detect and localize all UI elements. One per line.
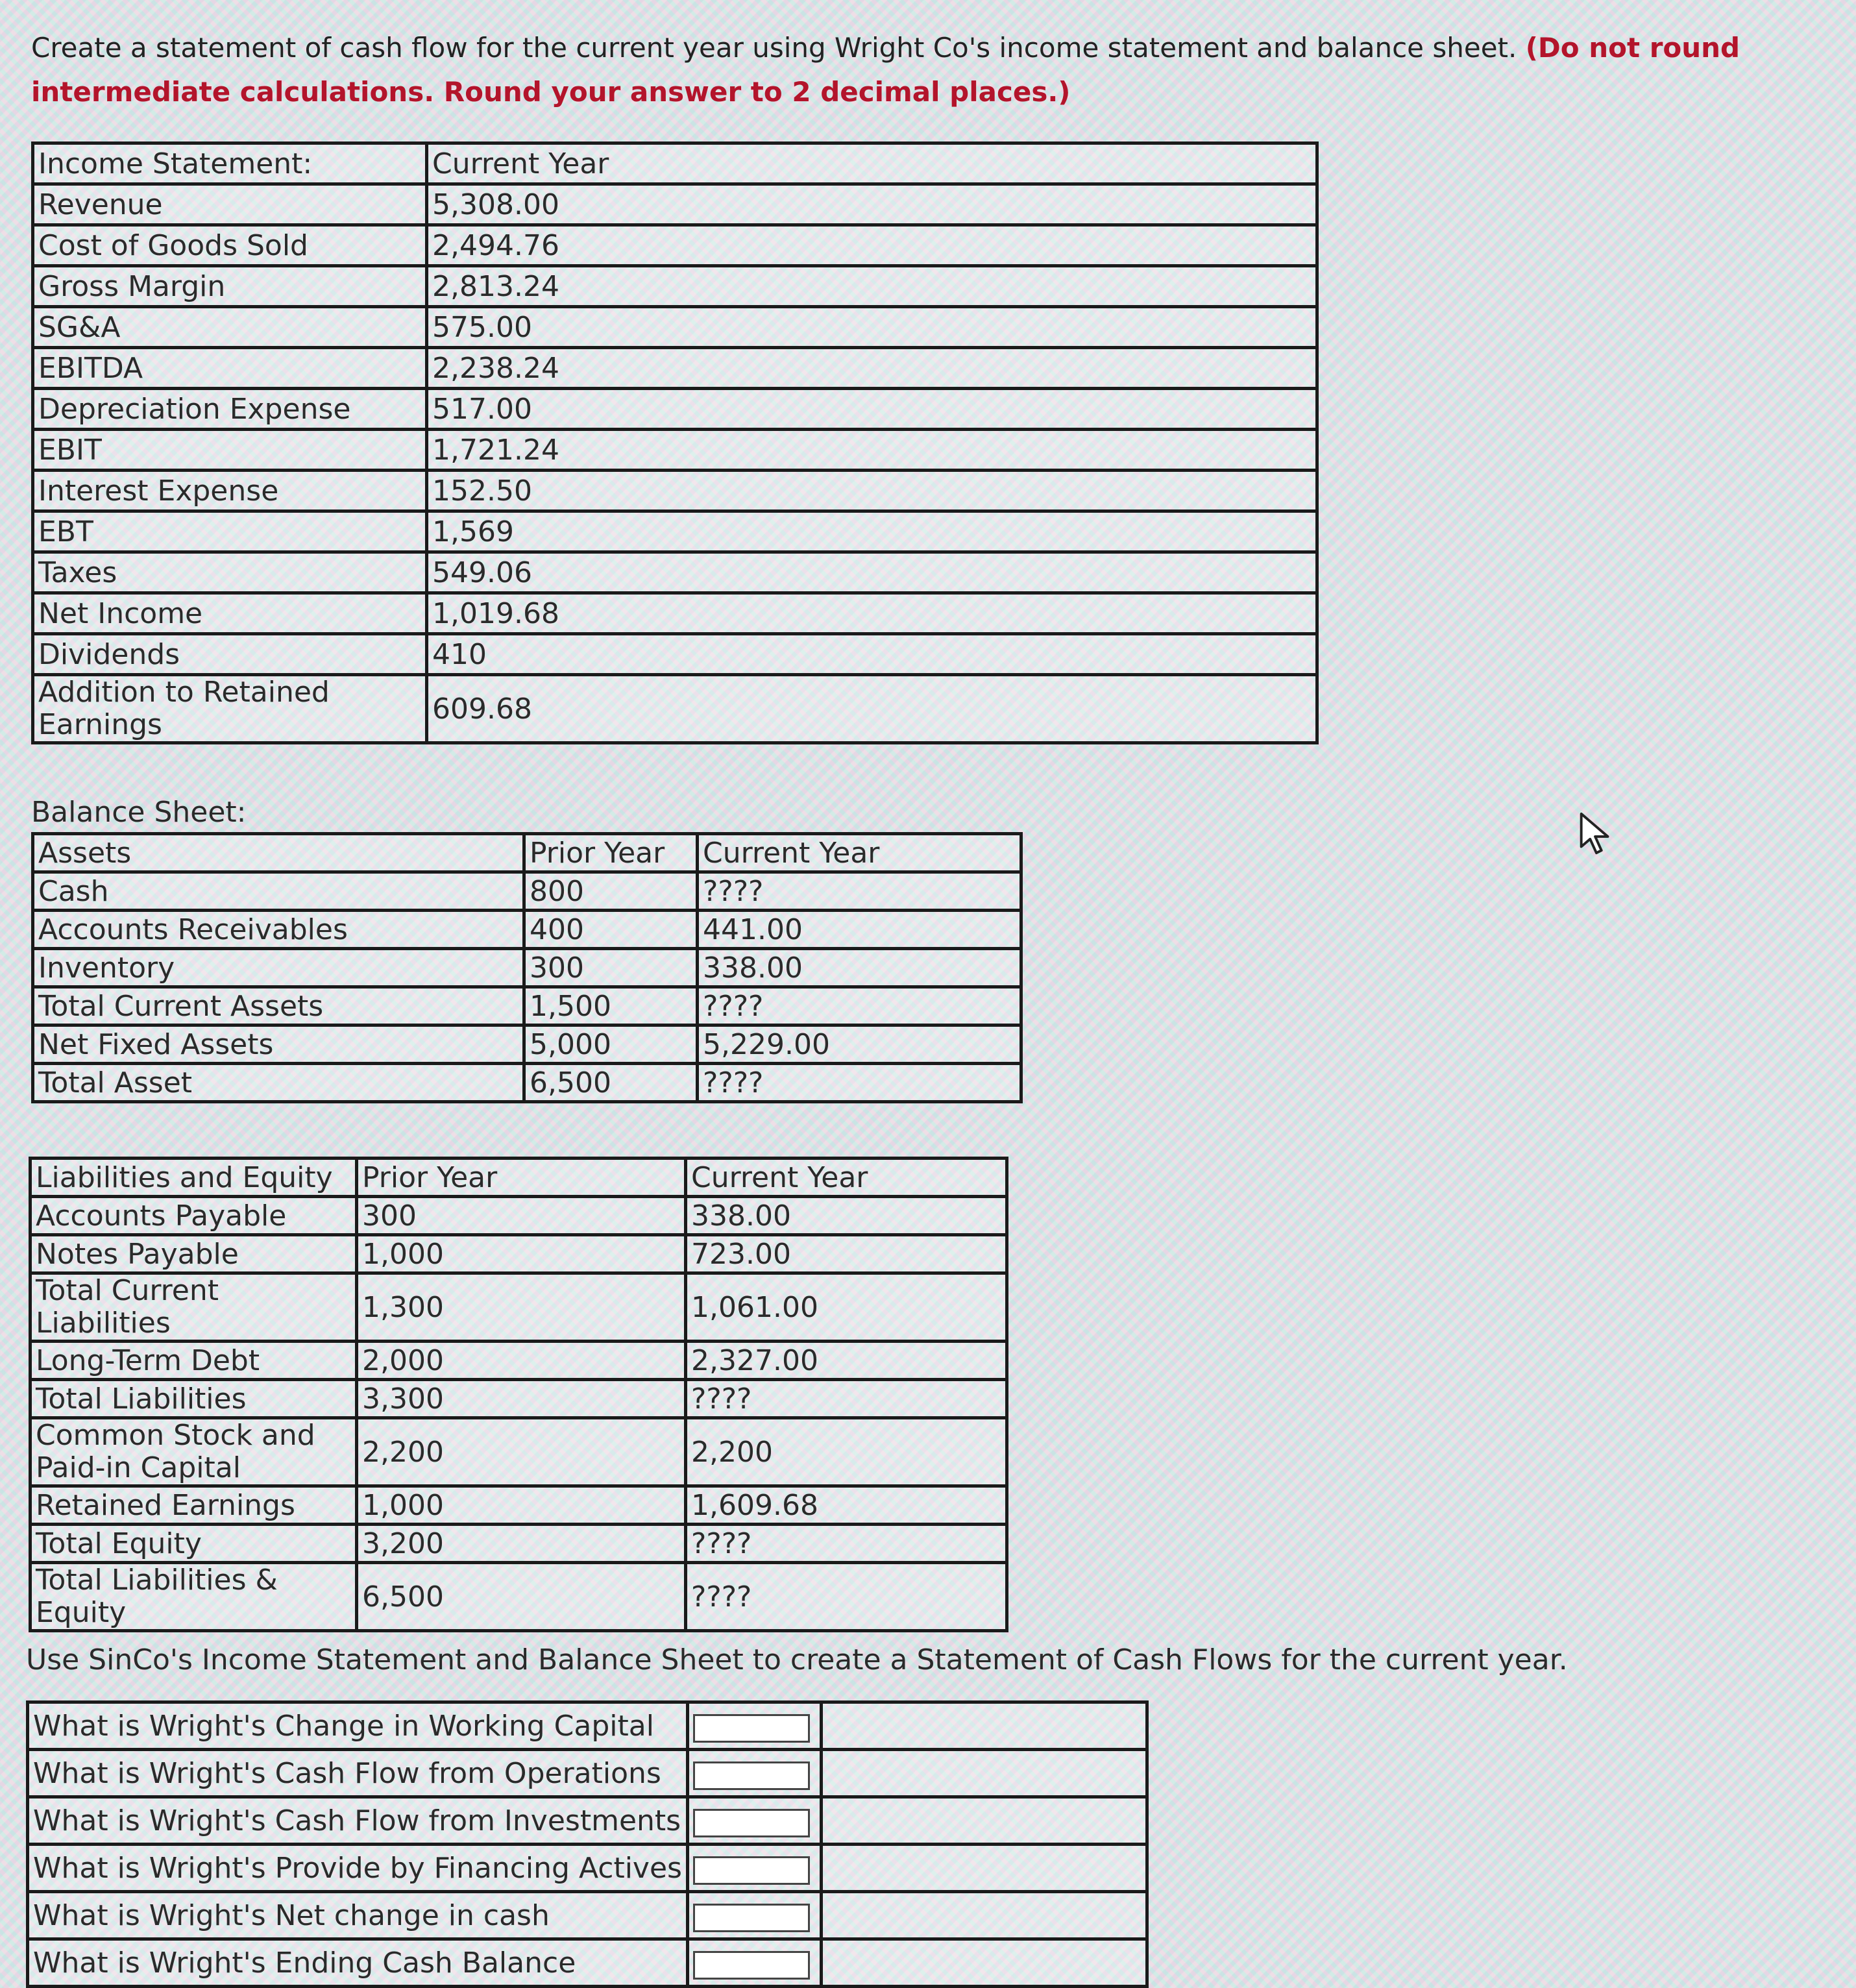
row-value: 400 <box>524 911 698 949</box>
row-label: EBT <box>33 511 427 552</box>
question-label: What is Wright's Net change in cash <box>28 1892 688 1939</box>
row-value: ???? <box>686 1380 1007 1418</box>
row-value: 2,238.24 <box>427 348 1317 389</box>
row-value: 1,300 <box>357 1273 686 1342</box>
row-value: 6,500 <box>524 1064 698 1102</box>
table-row <box>28 1939 1147 1987</box>
liabilities-equity-table <box>29 1157 1008 1632</box>
header-cell: Prior Year <box>357 1159 686 1197</box>
row-label: Retained Earnings <box>31 1486 357 1525</box>
header-cell: Current Year <box>686 1159 1007 1197</box>
table-row <box>33 184 1317 225</box>
row-value: 6,500 <box>357 1563 686 1631</box>
row-value: 800 <box>524 872 698 911</box>
table-row <box>33 266 1317 307</box>
header-cell: Liabilities and Equity <box>31 1159 357 1197</box>
table-row <box>33 552 1317 593</box>
row-label: Inventory <box>33 949 524 987</box>
header-cell: Income Statement: <box>33 143 427 184</box>
table-row <box>33 430 1317 471</box>
balance-sheet-label: Balance Sheet: <box>31 796 247 829</box>
table-row <box>28 1845 1147 1892</box>
row-label: Gross Margin <box>33 266 427 307</box>
answer-cell <box>687 1845 821 1892</box>
row-label: Total Current Liabilities <box>31 1273 357 1342</box>
answer-cell <box>687 1892 821 1939</box>
row-label: Interest Expense <box>33 471 427 511</box>
table-row <box>31 1197 1007 1235</box>
cashflow-questions-table <box>26 1700 1149 1988</box>
instructions <box>31 26 1822 114</box>
table-header-row <box>33 834 1021 872</box>
header-cell: Current Year <box>698 834 1021 872</box>
row-label: EBIT <box>33 430 427 471</box>
row-value: 3,300 <box>357 1380 686 1418</box>
answer-cell <box>687 1750 821 1797</box>
row-label: Accounts Payable <box>31 1197 357 1235</box>
answer-input[interactable] <box>693 1761 810 1790</box>
table-row <box>31 1273 1007 1342</box>
row-value: 517.00 <box>427 389 1317 430</box>
assets-table <box>31 832 1023 1103</box>
empty-cell <box>822 1702 1147 1750</box>
row-value: 5,229.00 <box>698 1025 1021 1064</box>
empty-cell <box>822 1845 1147 1892</box>
row-value: 2,000 <box>357 1342 686 1380</box>
table-row <box>33 675 1317 743</box>
table-row <box>31 1486 1007 1525</box>
row-label: Addition to Retained Earnings <box>33 675 427 743</box>
row-label: Accounts Receivables <box>33 911 524 949</box>
empty-cell <box>822 1939 1147 1987</box>
row-value: 300 <box>357 1197 686 1235</box>
table-row <box>33 225 1317 266</box>
row-value: 5,308.00 <box>427 184 1317 225</box>
row-label: Net Fixed Assets <box>33 1025 524 1064</box>
row-label: Long-Term Debt <box>31 1342 357 1380</box>
table-row <box>31 1525 1007 1563</box>
row-label: Taxes <box>33 552 427 593</box>
table-row <box>33 872 1021 911</box>
header-cell: Prior Year <box>524 834 698 872</box>
row-value: 1,721.24 <box>427 430 1317 471</box>
row-value: 1,000 <box>357 1235 686 1273</box>
table-row <box>28 1797 1147 1845</box>
row-label: Total Liabilities <box>31 1380 357 1418</box>
table-row <box>33 949 1021 987</box>
row-value: 152.50 <box>427 471 1317 511</box>
row-value: 300 <box>524 949 698 987</box>
row-label: Total Equity <box>31 1525 357 1563</box>
table-row <box>28 1892 1147 1939</box>
answer-input[interactable] <box>693 1809 810 1837</box>
row-value: ???? <box>698 987 1021 1025</box>
row-label: Net Income <box>33 593 427 634</box>
table-row <box>33 511 1317 552</box>
question-label: What is Wright's Provide by Financing Actives <box>28 1845 688 1892</box>
row-value: 2,813.24 <box>427 266 1317 307</box>
table-row <box>33 987 1021 1025</box>
row-value: 2,327.00 <box>686 1342 1007 1380</box>
answer-cell <box>687 1797 821 1845</box>
answer-input[interactable] <box>693 1904 810 1932</box>
row-value: 3,200 <box>357 1525 686 1563</box>
answer-input[interactable] <box>693 1951 810 1980</box>
row-value: 1,000 <box>357 1486 686 1525</box>
row-value: 338.00 <box>686 1197 1007 1235</box>
question-label: What is Wright's Ending Cash Balance <box>28 1939 688 1987</box>
row-value: 575.00 <box>427 307 1317 348</box>
table-row <box>31 1380 1007 1418</box>
answer-cell <box>687 1939 821 1987</box>
question-label: What is Wright's Change in Working Capital <box>28 1702 688 1750</box>
row-value: 549.06 <box>427 552 1317 593</box>
table-row <box>33 1064 1021 1102</box>
table-row <box>31 1563 1007 1631</box>
table-row <box>31 1342 1007 1380</box>
row-value: 1,061.00 <box>686 1273 1007 1342</box>
table-row <box>33 348 1317 389</box>
row-label: Total Liabilities & Equity <box>31 1563 357 1631</box>
question-label: What is Wright's Cash Flow from Operations <box>28 1750 688 1797</box>
row-value: 338.00 <box>698 949 1021 987</box>
header-cell: Current Year <box>427 143 1317 184</box>
table-row <box>33 1025 1021 1064</box>
row-value: 2,494.76 <box>427 225 1317 266</box>
row-value: 2,200 <box>686 1418 1007 1486</box>
table-row <box>28 1702 1147 1750</box>
row-label: Cost of Goods Sold <box>33 225 427 266</box>
header-cell: Assets <box>33 834 524 872</box>
answer-input[interactable] <box>693 1714 810 1743</box>
row-value: 2,200 <box>357 1418 686 1486</box>
table-row <box>33 307 1317 348</box>
answer-input[interactable] <box>693 1856 810 1885</box>
row-label: Total Asset <box>33 1064 524 1102</box>
row-label: EBITDA <box>33 348 427 389</box>
empty-cell <box>822 1750 1147 1797</box>
row-value: ???? <box>698 1064 1021 1102</box>
row-value: ???? <box>686 1525 1007 1563</box>
row-value: ???? <box>698 872 1021 911</box>
instructions-bold: (Do not round intermediate calculations. Round your answer to 2 decimal places.) <box>31 32 1740 108</box>
row-value: 1,500 <box>524 987 698 1025</box>
row-label: Depreciation Expense <box>33 389 427 430</box>
question-label: What is Wright's Cash Flow from Investments <box>28 1797 688 1845</box>
instructions-text: Create a statement of cash flow for the current year using Wright Co's income statement and balance sheet. <box>31 32 1526 64</box>
row-value: ???? <box>686 1563 1007 1631</box>
table-row <box>28 1750 1147 1797</box>
table-row <box>33 634 1317 675</box>
row-value: 723.00 <box>686 1235 1007 1273</box>
row-value: 441.00 <box>698 911 1021 949</box>
table-row <box>33 593 1317 634</box>
row-label: Revenue <box>33 184 427 225</box>
table-row <box>31 1235 1007 1273</box>
row-value: 410 <box>427 634 1317 675</box>
row-value: 1,609.68 <box>686 1486 1007 1525</box>
table-row <box>33 389 1317 430</box>
row-label: Total Current Assets <box>33 987 524 1025</box>
table-row <box>31 1418 1007 1486</box>
row-label: Notes Payable <box>31 1235 357 1273</box>
row-label: Cash <box>33 872 524 911</box>
row-value: 1,019.68 <box>427 593 1317 634</box>
mouse-pointer-icon <box>1577 811 1616 857</box>
row-value: 1,569 <box>427 511 1317 552</box>
row-label: Dividends <box>33 634 427 675</box>
row-value: 5,000 <box>524 1025 698 1064</box>
empty-cell <box>822 1892 1147 1939</box>
answer-cell <box>687 1702 821 1750</box>
cashflow-intro: Use SinCo's Income Statement and Balance Sheet to create a Statement of Cash Flows for the current year. <box>26 1643 1568 1676</box>
income-statement-table <box>31 141 1319 744</box>
row-label: SG&A <box>33 307 427 348</box>
table-row <box>33 471 1317 511</box>
row-value: 609.68 <box>427 675 1317 743</box>
table-header-row <box>31 1159 1007 1197</box>
table-row <box>33 911 1021 949</box>
row-label: Common Stock and Paid-in Capital <box>31 1418 357 1486</box>
table-header-row <box>33 143 1317 184</box>
empty-cell <box>822 1797 1147 1845</box>
